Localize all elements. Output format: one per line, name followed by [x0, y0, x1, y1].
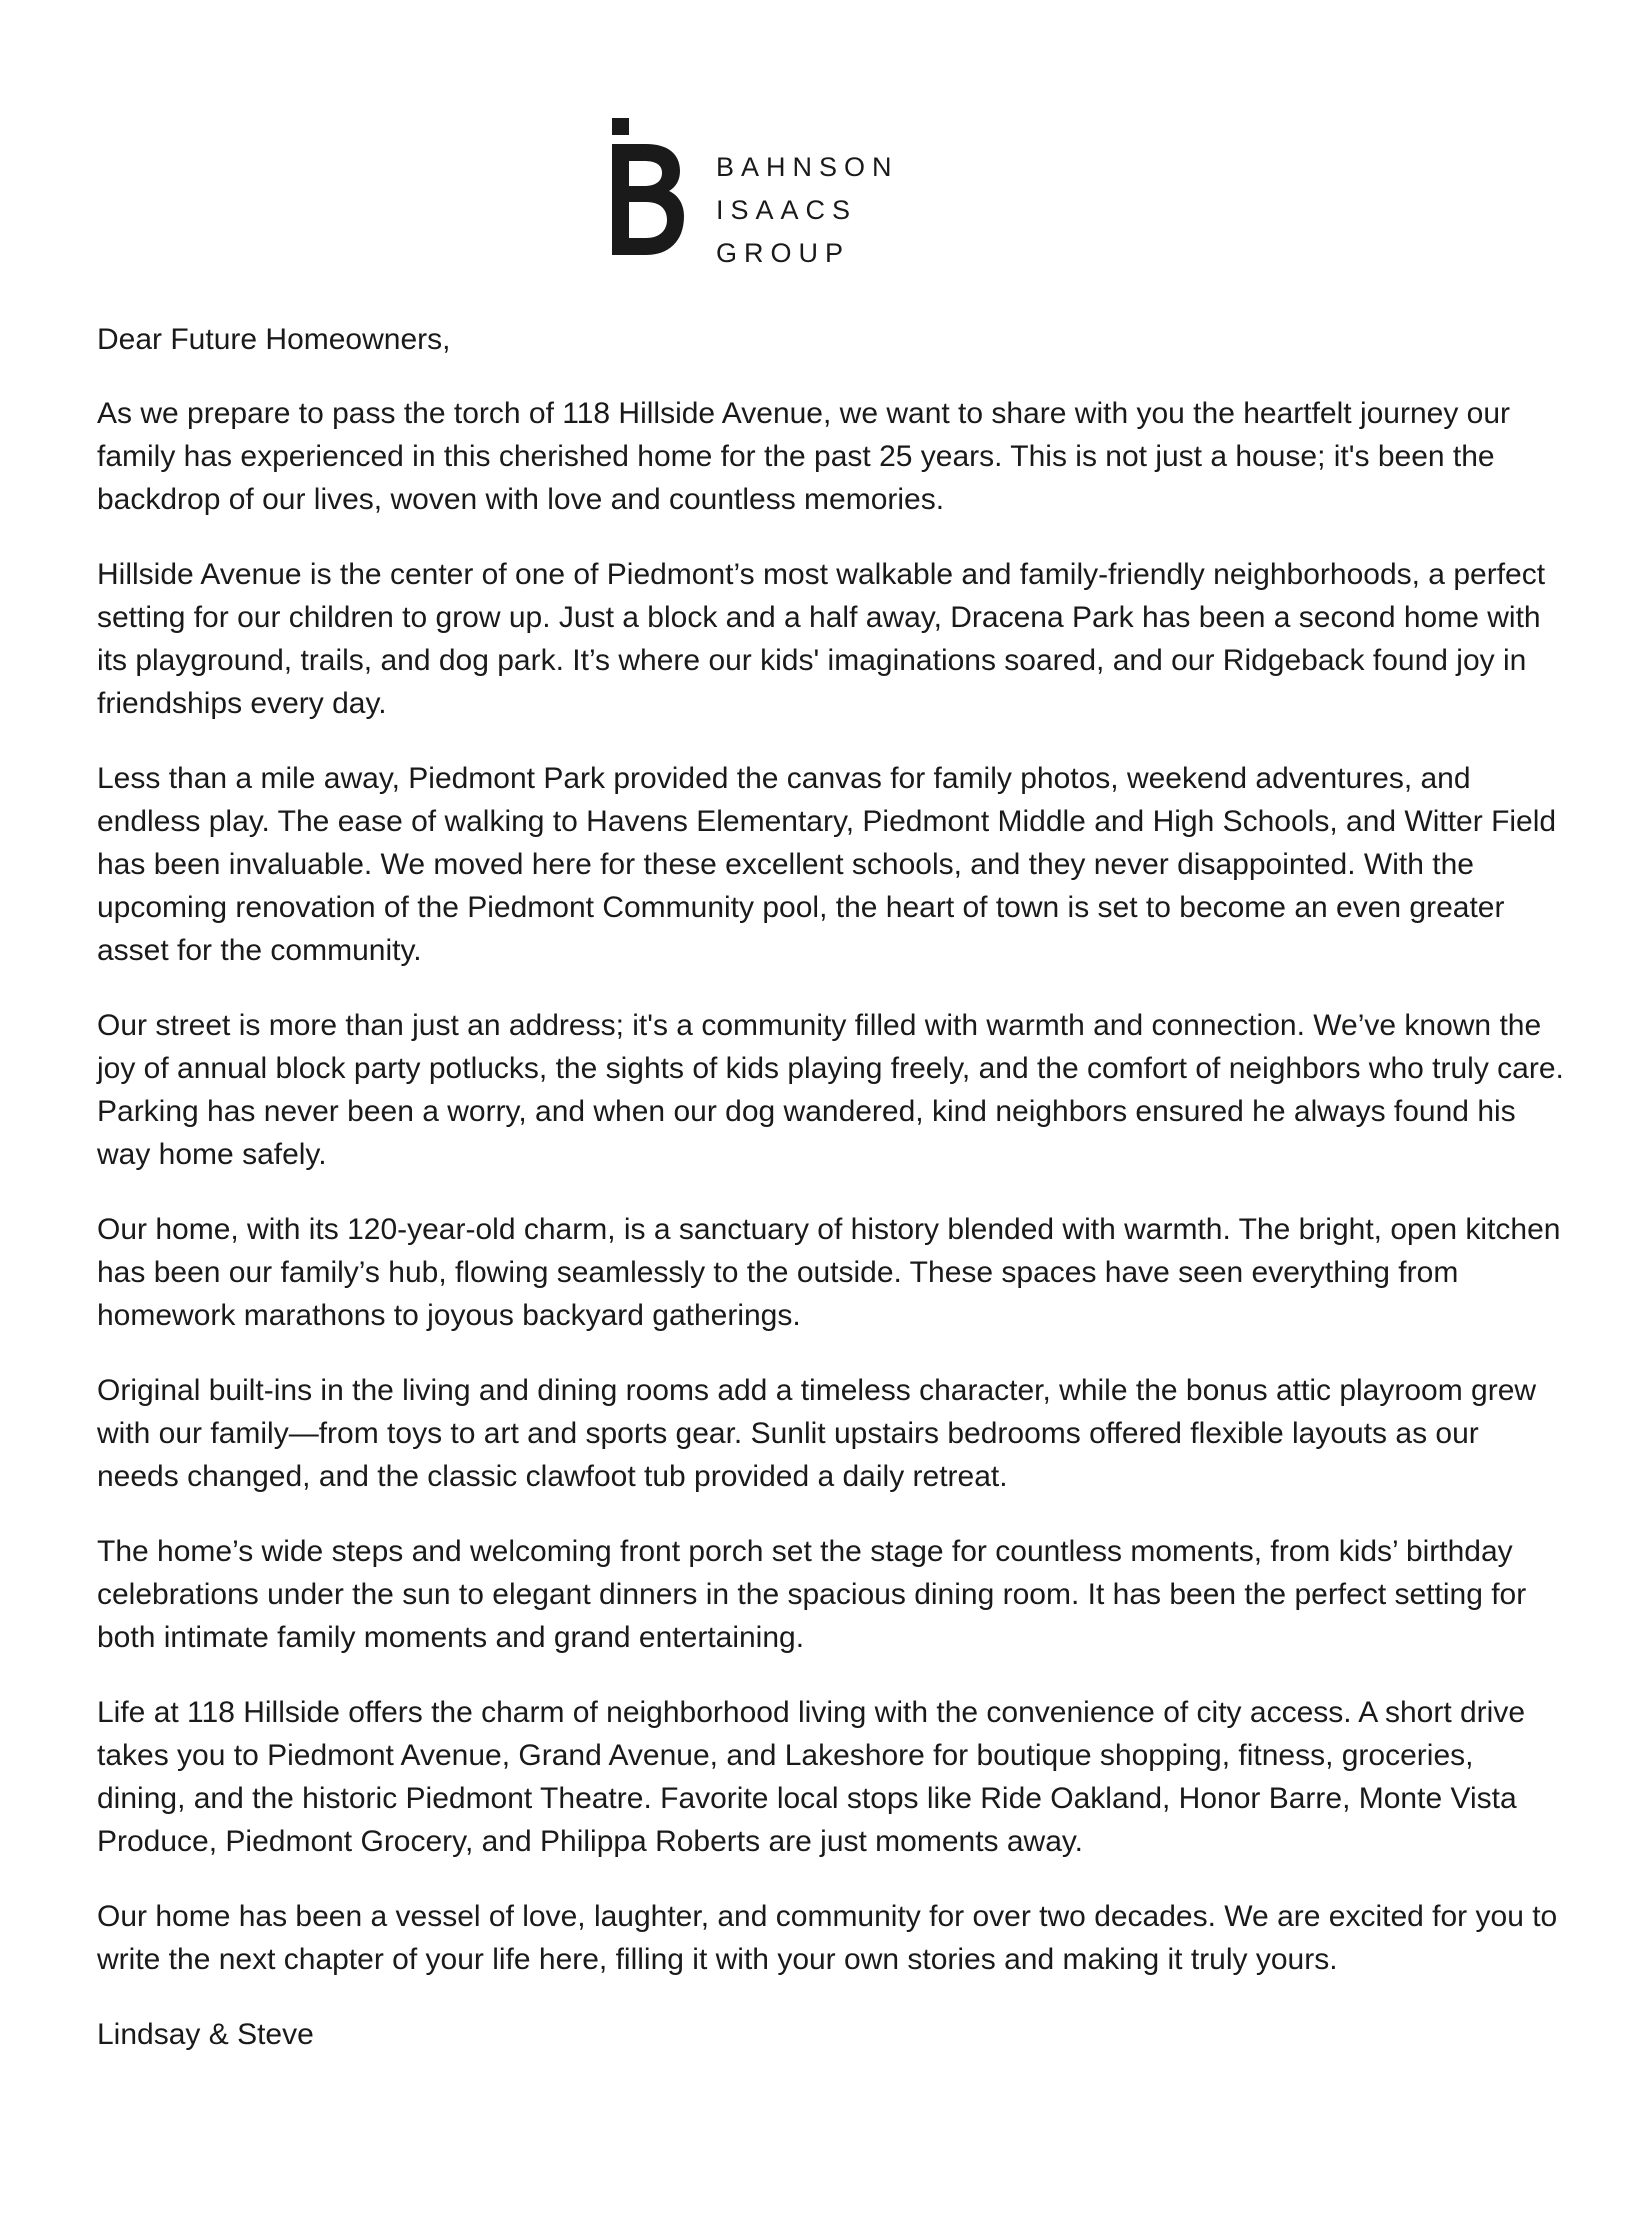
letter-body [97, 318, 1567, 2088]
paragraph-5: Our home, with its 120-year-old charm, is a sanctuary of history blended with warmth. The bright, open kitchen has been our family’s hub, flowing seamlessly to the outside. These spaces have seen everything from homework marathons to joyous backyard gatherings. [97, 1213, 1561, 1332]
paragraph-3: Less than a mile away, Piedmont Park provided the canvas for family photos, weekend adventures, and endless play. The ease of walking to Havens Elementary, Piedmont Middle and High Schools, and Witter Field has been invaluable. We moved here for these excellent schools, and they never disappointed. With the upcoming renovation of the Piedmont Community pool, the heart of town is set to become an even greater asset for the community. [97, 762, 1557, 967]
paragraph-4: Our street is more than just an address; it's a community filled with warmth and connection. We’ve known the joy of annual block party potlucks, the sights of kids playing freely, and the comfort of neighbors who truly care. Parking has never been a worry, and when our dog wandered, kind neighbors ensured he always found his way home safely. [97, 1009, 1564, 1171]
logo-wordmark [716, 146, 899, 275]
paragraph-6: Original built-ins in the living and dining rooms add a timeless character, while the bonus attic playroom grew with our family—from toys to art and sports gear. Sunlit upstairs bedrooms offered flexible layouts as our needs changed, and the classic clawfoot tub provided a daily retreat. [97, 1374, 1537, 1493]
paragraph-2: Hillside Avenue is the center of one of Piedmont’s most walkable and family-friendly neighborhoods, a perfect setting for our children to grow up. Just a block and a half away, Dracena Park has been a second home with its playground, trails, and dog park. It’s where our kids' imaginations soared, and our Ridgeback found joy in friendships every day. [97, 558, 1546, 720]
paragraph-8: Life at 118 Hillside offers the charm of neighborhood living with the convenience of city access. A short drive takes you to Piedmont Avenue, Grand Avenue, and Lakeshore for boutique shopping, fitness, groceries, dining, and the historic Piedmont Theatre. Favorite local stops like Ride Oakland, Honor Barre, Monte Vista Produce, Piedmont Grocery, and Philippa Roberts are just moments away. [97, 1696, 1526, 1858]
logo-line-3: GROUP [716, 238, 851, 268]
signature: Lindsay & Steve [97, 2018, 314, 2051]
bahnson-isaacs-logo-mark-icon [612, 118, 684, 264]
logo-line-1: BAHNSON [716, 152, 899, 182]
logo-line-2: ISAACS [716, 195, 858, 225]
paragraph-7: The home’s wide steps and welcoming front porch set the stage for countless moments, from kids’ birthday celebrations under the sun to elegant dinners in the spacious dining room. It has been the perfect setting for both intimate family moments and grand entertaining. [97, 1535, 1527, 1654]
company-logo [612, 118, 899, 268]
paragraph-1: As we prepare to pass the torch of 118 Hillside Avenue, we want to share with you the heartfelt journey our family has experienced in this cherished home for the past 25 years. This is not just a house; it's been the backdrop of our lives, woven with love and countless memories. [97, 397, 1511, 516]
salutation: Dear Future Homeowners, [97, 323, 451, 356]
paragraph-9: Our home has been a vessel of love, laughter, and community for over two decades. We are excited for you to write the next chapter of your life here, filling it with your own stories and making it truly yours. [97, 1900, 1558, 1976]
